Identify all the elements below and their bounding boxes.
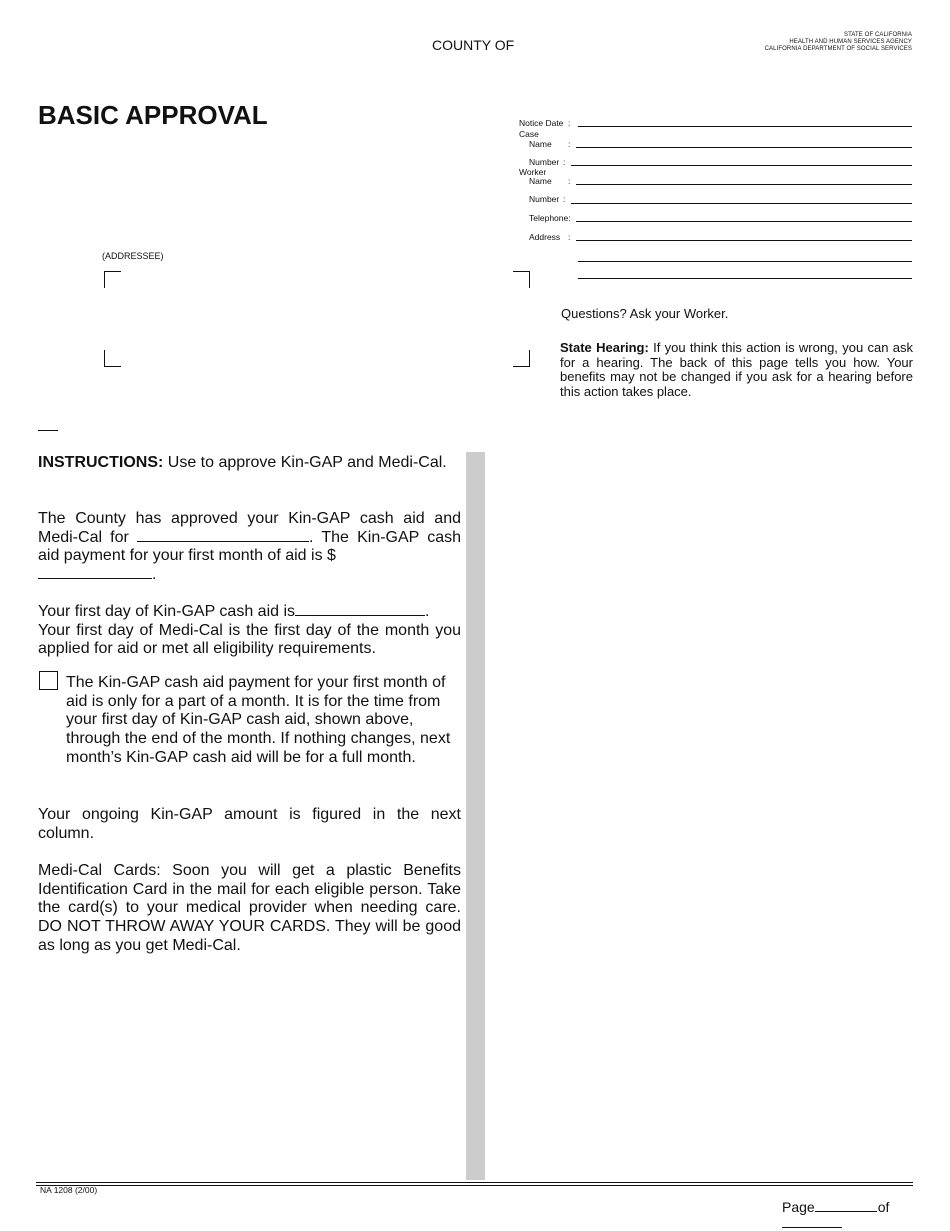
instructions: [38, 454, 461, 473]
instructions-label: INSTRUCTIONS:: [38, 454, 164, 471]
case-name-label: Name: [529, 139, 552, 149]
approval-paragraph: [38, 510, 461, 585]
notice-date-label: Notice Date: [519, 118, 564, 128]
worker-number-label: Number: [529, 194, 560, 204]
column-divider: [466, 452, 485, 1180]
notice-date-colon: :: [568, 118, 571, 128]
worker-number-colon: :: [563, 194, 566, 204]
worker-name-field[interactable]: [576, 184, 912, 185]
addressee-label: (ADDRESSEE): [102, 251, 164, 261]
worker-name-colon: :: [568, 176, 571, 186]
corner-mark-bottom-left: [104, 350, 121, 367]
agency-block: [765, 32, 912, 53]
of-label: of: [877, 1199, 890, 1215]
instructions-text: Use to approve Kin-GAP and Medi-Cal.: [163, 454, 447, 471]
questions-note: Questions? Ask your Worker.: [561, 306, 729, 321]
footer-rule-top: [36, 1182, 913, 1183]
case-number-label: Number: [529, 157, 560, 167]
fold-mark: [38, 430, 58, 431]
state-hearing-text: If you think this action is wrong, you can ask for a hearing. The back of this page tells you how. Your benefits may not be changed if you ask for a hearing before this action takes place.: [560, 340, 913, 399]
first-day-text-a: Your first day of Kin-GAP cash aid is: [38, 603, 296, 620]
notice-date-field[interactable]: [578, 126, 912, 127]
ongoing-amount-paragraph: Your ongoing Kin-GAP amount is figured in the next column.: [38, 806, 461, 842]
state-hearing-label: State Hearing:: [560, 340, 649, 355]
footer-rule-bottom: [36, 1185, 913, 1186]
page-total-blank[interactable]: [782, 1215, 842, 1228]
approval-text-a: The County has approved your Kin-GAP cash aid and Medi-Cal for: [38, 510, 461, 546]
form-number: NA 1208 (2/00): [40, 1185, 98, 1195]
agency-state: STATE OF CALIFORNIA: [843, 32, 912, 38]
first-day-text-c: Your first day of Medi-Cal is the first day of the month you applied for aid or met all eligibility requirements.: [38, 621, 461, 658]
case-name-field[interactable]: [576, 147, 912, 148]
case-label: Case: [519, 129, 539, 139]
corner-mark-top-right: [513, 271, 530, 288]
partial-month-text: The Kin-GAP cash aid payment for your first month of aid is only for a part of a month. It is for the time from your first day of Kin-GAP cash aid, shown above, through the end of the month. If nothing changes, next month’s Kin-GAP cash aid will be for a full month.: [66, 674, 451, 766]
worker-label: Worker: [519, 167, 547, 177]
medi-cal-cards-paragraph: Medi-Cal Cards: Soon you will get a plastic Benefits Identification Card in the mail for each eligible person. Take the card(s) to your medical provider when needing care. DO NOT THROW AWAY YOUR CARDS. They will be good as long as you get Medi-Cal.: [38, 862, 461, 954]
approval-text-b: . The Kin-GAP cash aid payment for your first month of aid is $: [38, 528, 462, 565]
case-number-field[interactable]: [571, 165, 912, 166]
address-field-line2[interactable]: [578, 261, 912, 262]
agency-hhs: HEALTH AND HUMAN SERVICES AGENCY: [789, 39, 912, 45]
first-day-text-b: .: [425, 603, 430, 620]
worker-number-field[interactable]: [571, 203, 912, 204]
first-day-blank[interactable]: [295, 603, 425, 616]
telephone-field[interactable]: [576, 221, 912, 222]
approval-text-c: .: [152, 566, 157, 584]
address-field-line1[interactable]: [576, 240, 912, 241]
page-title: BASIC APPROVAL: [38, 100, 268, 130]
page-label: Page: [782, 1199, 815, 1215]
page-counter: [782, 1199, 950, 1231]
worker-name-label: Name: [529, 176, 552, 186]
case-number-colon: :: [563, 157, 566, 167]
first-month-amount-blank[interactable]: [38, 566, 152, 579]
telephone-label: Telephone:: [529, 213, 571, 223]
address-field-line3[interactable]: [578, 278, 912, 279]
case-name-colon: :: [568, 139, 571, 149]
address-colon: :: [568, 232, 571, 242]
page-number-blank[interactable]: [815, 1199, 877, 1212]
first-day-paragraph: [38, 603, 461, 659]
state-hearing-note: [560, 341, 913, 399]
medi-cal-for-blank[interactable]: [137, 529, 309, 542]
corner-mark-bottom-right: [513, 350, 530, 367]
corner-mark-top-left: [104, 271, 121, 288]
agency-cdss: CALIFORNIA DEPARTMENT OF SOCIAL SERVICES: [764, 46, 912, 52]
address-label: Address: [529, 232, 561, 242]
partial-month-checkbox[interactable]: [39, 671, 58, 690]
county-label: COUNTY OF: [432, 37, 515, 53]
